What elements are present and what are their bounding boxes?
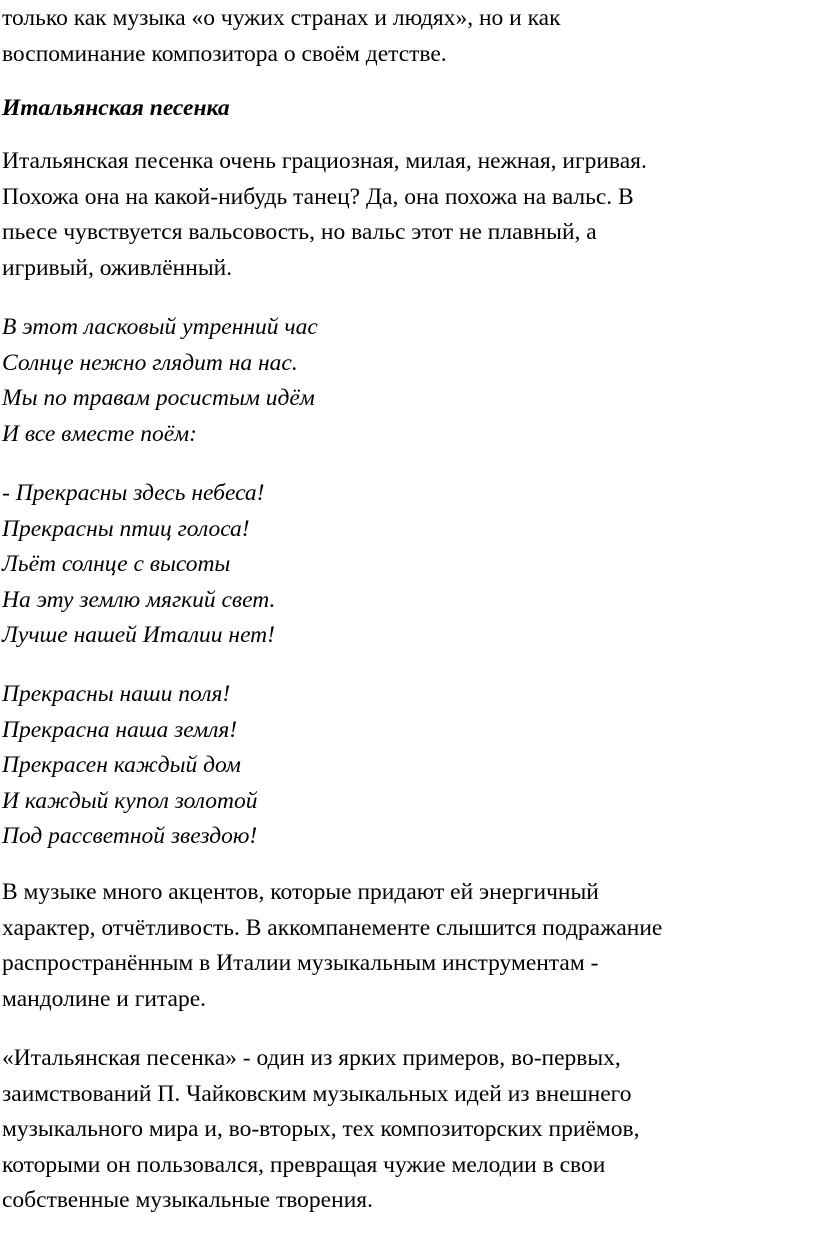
intro-line: воспоминание композитора о своём детстве. [2,40,447,67]
paragraph-line: В музыке много акцентов, которые придают ей энергичный [2,879,599,905]
intro-line: только как музыка «о чужих странах и людях», но и как [2,5,561,31]
verse-line: - Прекрасны здесь небеса! [2,480,265,506]
paragraph-line: характер, отчётливость. В аккомпанементе слышится подражание [2,914,663,941]
verse-line: Прекрасна наша земля! [2,716,238,743]
verse-line: Под рассветной звездою! [2,823,258,849]
verse-line: Льёт солнце с высоты [2,551,231,577]
paragraph-line: заимствований П. Чайковским музыкальных идей из внешнего [2,1080,632,1107]
description-paragraph [2,144,647,286]
paragraph-line: собственные музыкальные творения. [2,1187,373,1213]
verse-line: Мы по травам росистым идём [2,385,315,411]
paragraph-line: музыкального мира и, во-вторых, тех композиторских приёмов, [2,1116,640,1142]
paragraph-line: распространённым в Италии музыкальным инструментам - [2,950,599,976]
paragraph-line: Итальянская песенка очень грациозная, милая, нежная, игривая. [2,148,647,174]
verse-line: Прекрасны наши поля! [2,681,231,707]
verse-line: Солнце нежно глядит на нас. [2,349,298,376]
verse-line: В этот ласковый утренний час [2,314,318,340]
paragraph-line: мандолине и гитаре. [2,985,207,1012]
verse-line: Прекрасны птиц голоса! [2,515,250,542]
section-heading [2,91,230,127]
paragraph-line: «Итальянская песенка» - один из ярких примеров, во-первых, [2,1045,621,1071]
verse-line: И все вместе поём: [2,420,197,447]
paragraph-line: игривый, оживлённый. [2,254,233,281]
verse-line: И каждый купол золотой [2,787,258,814]
verse-stanza-1 [2,310,318,452]
verse-stanza-2 [2,476,275,654]
verse-line: Лучше нашей Италии нет! [2,622,275,648]
verse-stanza-3 [2,677,258,855]
verse-line: Прекрасен каждый дом [2,752,241,778]
section-heading-text: Итальянская песенка [2,95,230,121]
music-analysis-paragraph [2,875,662,1017]
intro-paragraph [2,1,561,72]
paragraph-line: которыми он пользовался, превращая чужие мелодии в свои [2,1151,606,1178]
conclusion-paragraph [2,1041,639,1219]
verse-line: На эту землю мягкий свет. [2,586,276,613]
paragraph-line: пьесе чувствуется вальсовость, но вальс этот не плавный, а [2,219,597,245]
paragraph-line: Похожа она на какой-нибудь танец? Да, она похожа на вальс. В [2,183,634,210]
